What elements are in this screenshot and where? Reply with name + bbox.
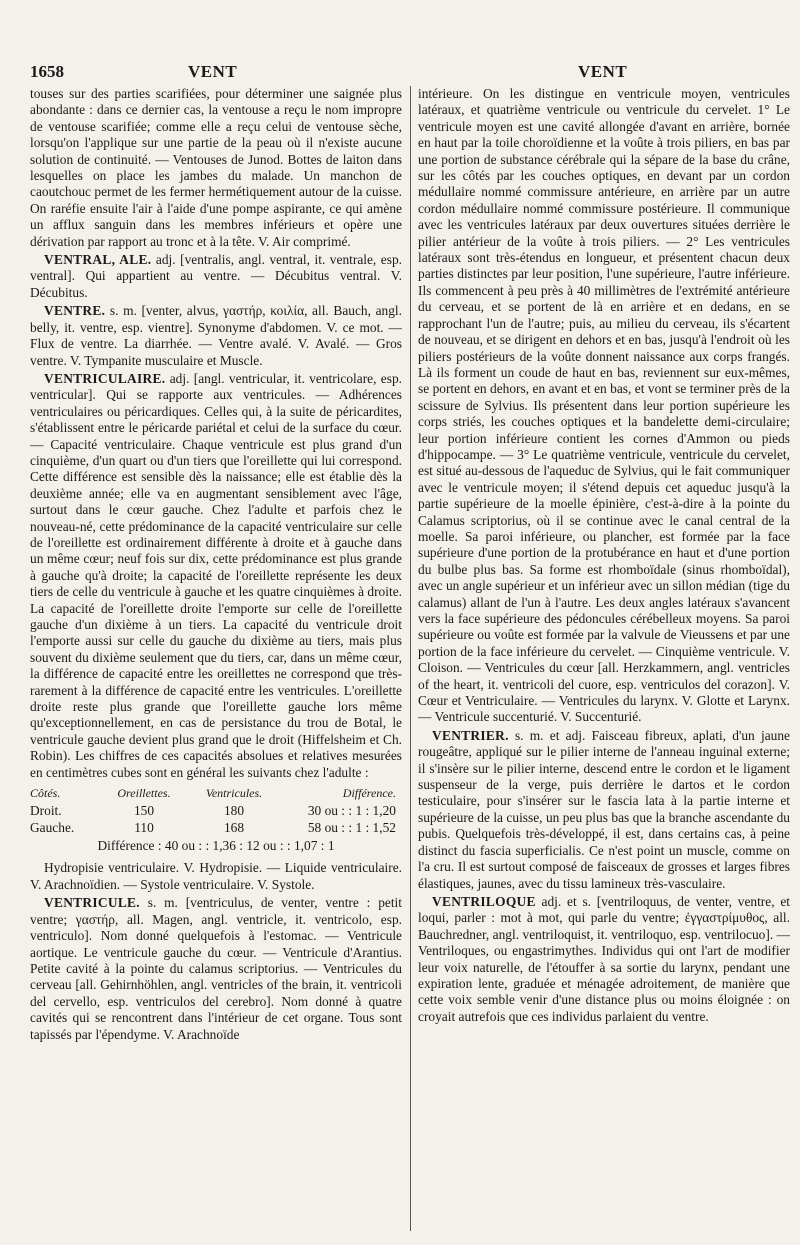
page-header [30, 58, 790, 82]
entry-body: s. m. [venter, alvus, γαστήρ, κοιλία, all. Bauch, angl. belly, it. ventre, esp. vientre]. Synonyme d'abdomen. V. ce mot. — Flux de ventre. La diarrhée. — Ventre avalé. V. Avalé. — Gros ventre. V. Tympanite musculaire et Muscle. [30, 303, 402, 368]
headword: VENTRE. [44, 303, 106, 319]
table-cell: 30 ou : : 1 : 1,20 [307, 803, 396, 819]
headword: VENTRAL, ALE. [44, 252, 152, 268]
running-head-right: VENT [578, 62, 628, 81]
table-row [30, 819, 402, 836]
entry-ventricule [30, 895, 402, 1043]
entry-continuation: intérieure. On les distingue en ventricule moyen, ventricules latéraux, et quatrième ventricule ou ventricule du cervelet. 1° Le ventricule moyen est une cavité allongée d'avant en arrière, bornée en haut par la toile choroïdienne et la voûte à trois piliers, en bas par une portion de substance cérébrale qui la sépare de la base du crâne, sur les côtés par les couches optiques, en devant par un cordon médullaire nommé commissure antérieure, en arrière par un autre cordon médullaire nommé commissure postérieure. Il communique avec les ventricules latéraux par deux ouvertures situées derrière le pilier antérieur de la voûte à trois piliers. — 2° Les ventricules latéraux sont très-étendus en longueur, et présentent chacun deux parties distinctes par leur position, l'une supérieure, l'autre inférieure. Ils commencent à peu près à 40 millimètres de l'extrémité antérieure du cerveau, et se portent de là en arrière et en dedans, en se rapprochant l'un de l'autre; puis, au milieu du cerveau, ils s'écartent de nouveau, et se dirigent en dehors et en bas, jusqu'à l'endroit où les piliers postérieurs de la voûte donnent naissance aux corps frangés. Là ils forment un coude de haut en bas, reviennent sur eux-mêmes, se portent en dehors, en avant et en bas, et vont se terminer près de la scissure de Sylvius. Ils présentent dans leur portion supérieure les corps striés, les couches optiques et la bandelette demi-circulaire; leur portion inférieure contient les cornes d'Ammon ou pieds d'hippocampe. — 3° Le quatrième ventricule, ventricule du cervelet, est situé au-dessous de l'aqueduc de Sylvius, qui le fait communiquer avec le ventricule moyen; il s'étend depuis cet aqueduc jusqu'à la partie supérieure de la moelle épinière, c'est-à-dire à la pointe du Calamus scriptorius, où il se continue avec le canal central de la moelle. Sa paroi inférieure, ou plancher, est formée par la face supérieure d'une portion de la protubérance en haut et d'une portion du bulbe plus bas. Sa forme est rhomboïdale (sinus rhomboïdal), avec un angle supérieur et un inférieur avec un sillon médian (tige du calamus) allant de l'un à l'autre. Les deux angles latéraux s'avancent vers la face supérieure des pédoncules cérébelleux moyens. Sa paroi supérieure ou voûte est formée par la valvule de Vieussens et par une portion de la face inférieure du cervelet. — Cinquième ventricule. V. Cloison. — Ventricules du cœur [all. Herzkammern, angl. ventricles of the heart, it. ventricoli del cuore, esp. ventriculos del corazon]. V. Cœur et Ventriculaire. — Ventricules du larynx. V. Glotte et Larynx. — Ventricule succenturié. V. Succenturié. [418, 86, 790, 725]
right-column [418, 86, 790, 1231]
column-divider [410, 86, 411, 1231]
entry-body: adj. et s. [ventriloquus, de venter, ventre, et loqui, parler : mot à mot, qui parle du ventre; ἐγγαστρίμυθος, all. Bauchredner, angl. ventriloquist, it. ventriloquo, esp. ventrilocuo]. — Ventriloques, ou engastrimythes. Individus qui ont l'art de modifier leur voix naturelle, de l'étouffer à sa sortie du larynx, pendant une expiration lente, graduée et ménagée adroitement, de manière que cette voix semble venir d'une distance plus ou moins éloignée : on croyait autrefois que ces individus parlaient du ventre. [418, 893, 790, 1024]
entry-body: s. m. [ventriculus, de venter, ventre : petit ventre; γαστήρ, all. Magen, angl. ventricle, it. ventricolo, esp. ventriculo]. Nom donné quelquefois à l'estomac. — Ventricule aortique. Le ventricule gauche du cœur. — Ventricule d'Arantius. Petite cavité à la pointe du calamus scriptorius. — Ventricules du cerveau [all. Gehirnhöhlen, angl. ventricles of the brain, it. ventricoli del cervello, esp. ventriculos del cerebro]. Nom donné à quatre cavités qui se rencontrent dans l'intérieur de cet organe. Tous sont tapissés par l'épendyme. V. Arachnoïde [30, 895, 402, 1042]
left-column [30, 86, 402, 1231]
text-columns [30, 86, 790, 1231]
table-cell: 110 [134, 820, 154, 836]
table-row [30, 802, 402, 819]
table-cell: 168 [223, 820, 245, 836]
table-cell: Gauche. [30, 820, 75, 836]
table-header: Ventricules. [205, 786, 263, 801]
entry-ventre [30, 303, 402, 369]
entry-ventrier [418, 728, 790, 892]
entry-body: adj. [angl. ventricular, it. ventricolare, esp. ventricular]. Qui se rapporte aux ventricules. — Adhérences ventriculaires ou péricardiques. Celles qui, à la suite de péricardites, s'établissent entre le péricarde pariétal et celui de la surface du cœur. — Capacité ventriculaire. Chaque ventricule est plus grand d'un cinquième, d'un quart ou d'un tiers que l'oreillette qui lui correspond. Cette différence est sensible dès la naissance; elle est établie dès la deuxième année; elle va en augmentant sensiblement avec l'âge, surtout dans le cœur gauche. Chez l'adulte et parfois chez le nouveau-né, cette prédominance de la capacité ventriculaire sur celle de l'oreillette est ordinairement différente à droite et à gauche dans un même cœur; neuf fois sur dix, cette prédominance est plus grande à gauche qu'à droite; la capacité de l'oreillette représente les deux tiers de celle du ventricule à gauche et les quatre cinquièmes à droite. La capacité de l'oreillette droite l'emporte sur celle de l'oreillette gauche d'un dixième à un tiers. La capacité du ventricule droit l'emporte aussi sur celle du gauche du dixième au tiers, mais plus souvent du dixième seulement que du tiers, car, dans un même cœur, la différence de capacité entre les oreillettes ne correspond que très-rarement à la différence de capacité entre les ventricules. L'oreillette droite reste plus grande que l'oreillette gauche lors même qu'exceptionnellement, en cas de persistance du trou de Botal, le ventricule gauche devient plus grand que le droit (Hiffelsheim et Ch. Robin). Les chiffres de ces capacités absolues et relatives mesurées en centimètres cubes sont en général les suivants chez l'adulte : [30, 370, 402, 780]
headword: VENTRICULAIRE. [44, 370, 166, 386]
table-header: Différence. [342, 786, 396, 801]
table-cell: Droit. [30, 803, 62, 819]
table-cell: 150 [133, 803, 155, 819]
entry-ventral [30, 252, 402, 301]
headword: VENTRILOQUE [432, 893, 536, 909]
page-number: 1658 [30, 62, 64, 81]
headword: VENTRIER. [432, 727, 509, 743]
entry-ventriculaire [30, 371, 402, 781]
headword: VENTRICULE. [44, 895, 140, 911]
table-header-row [30, 785, 402, 802]
table-header: Oreillettes. [117, 786, 171, 801]
entry-body: adj. [ventralis, angl. ventral, it. ventrale, esp. ventral]. Qui appartient au ventre. — Décubitus ventral. V. Décubitus. [30, 252, 402, 300]
table-cell: 180 [223, 803, 245, 819]
table-header: Côtés. [30, 786, 61, 801]
entry-ventriloque [418, 894, 790, 1025]
entry-continuation: touses sur des parties scarifiées, pour déterminer une saignée plus abondante : dans ce dernier cas, la ventouse a reçu le nom impropre de ventouse scarifiée; comme elle a reçu celui de ventouse sèche, lorsqu'on l'applique sur une partie de la peau où il n'existe aucune solution de continuité. — Ventouses de Junod. Bottes de laiton dans lesquelles on place les jambes du malade. Un manchon de caoutchouc permet de les fermer hermétiquement autour de la cuisse. On raréfie ensuite l'air à l'aide d'une pompe aspirante, ce qui amène un afflux sanguin dans les membres inférieurs et opère une dérivation par rapport au tronc et à la tête. V. Air comprimé. [30, 86, 402, 249]
capacity-table [30, 785, 402, 854]
difference-line: Différence : 40 ou : : 1,36 : 12 ou : : 1,07 : 1 [97, 838, 335, 854]
running-head-left: VENT [188, 62, 238, 81]
table-cell: 58 ou : : 1 : 1,52 [307, 820, 396, 836]
entry-hydropisie: Hydropisie ventriculaire. V. Hydropisie. — Liquide ventriculaire. V. Arachnoïdien. — Systole ventriculaire. V. Systole. [30, 860, 402, 892]
entry-body: s. m. et adj. Faisceau fibreux, aplati, d'un jaune rougeâtre, appliqué sur le pilier interne de l'anneau inguinal externe; il s'insère sur le pilier interne, descend entre le cordon et le ligament suspenseur de la verge, puis derrière le dartos et le cordon testiculaire, pour s'insérer sur le fascia lata à la partie interne et supérieure de la cuisse, un peu plus bas que la branche ascendante du pubis. Quelquefois très-développé, il est, dans certains cas, à peine distinct du fascia superficialis. Ce n'est point un muscle, comme on l'a cru. Il est surtout composé de faisceaux de grosses et larges fibres élastiques, jaunes, avec du tissu lamineux très-vasculaire. [418, 727, 790, 891]
